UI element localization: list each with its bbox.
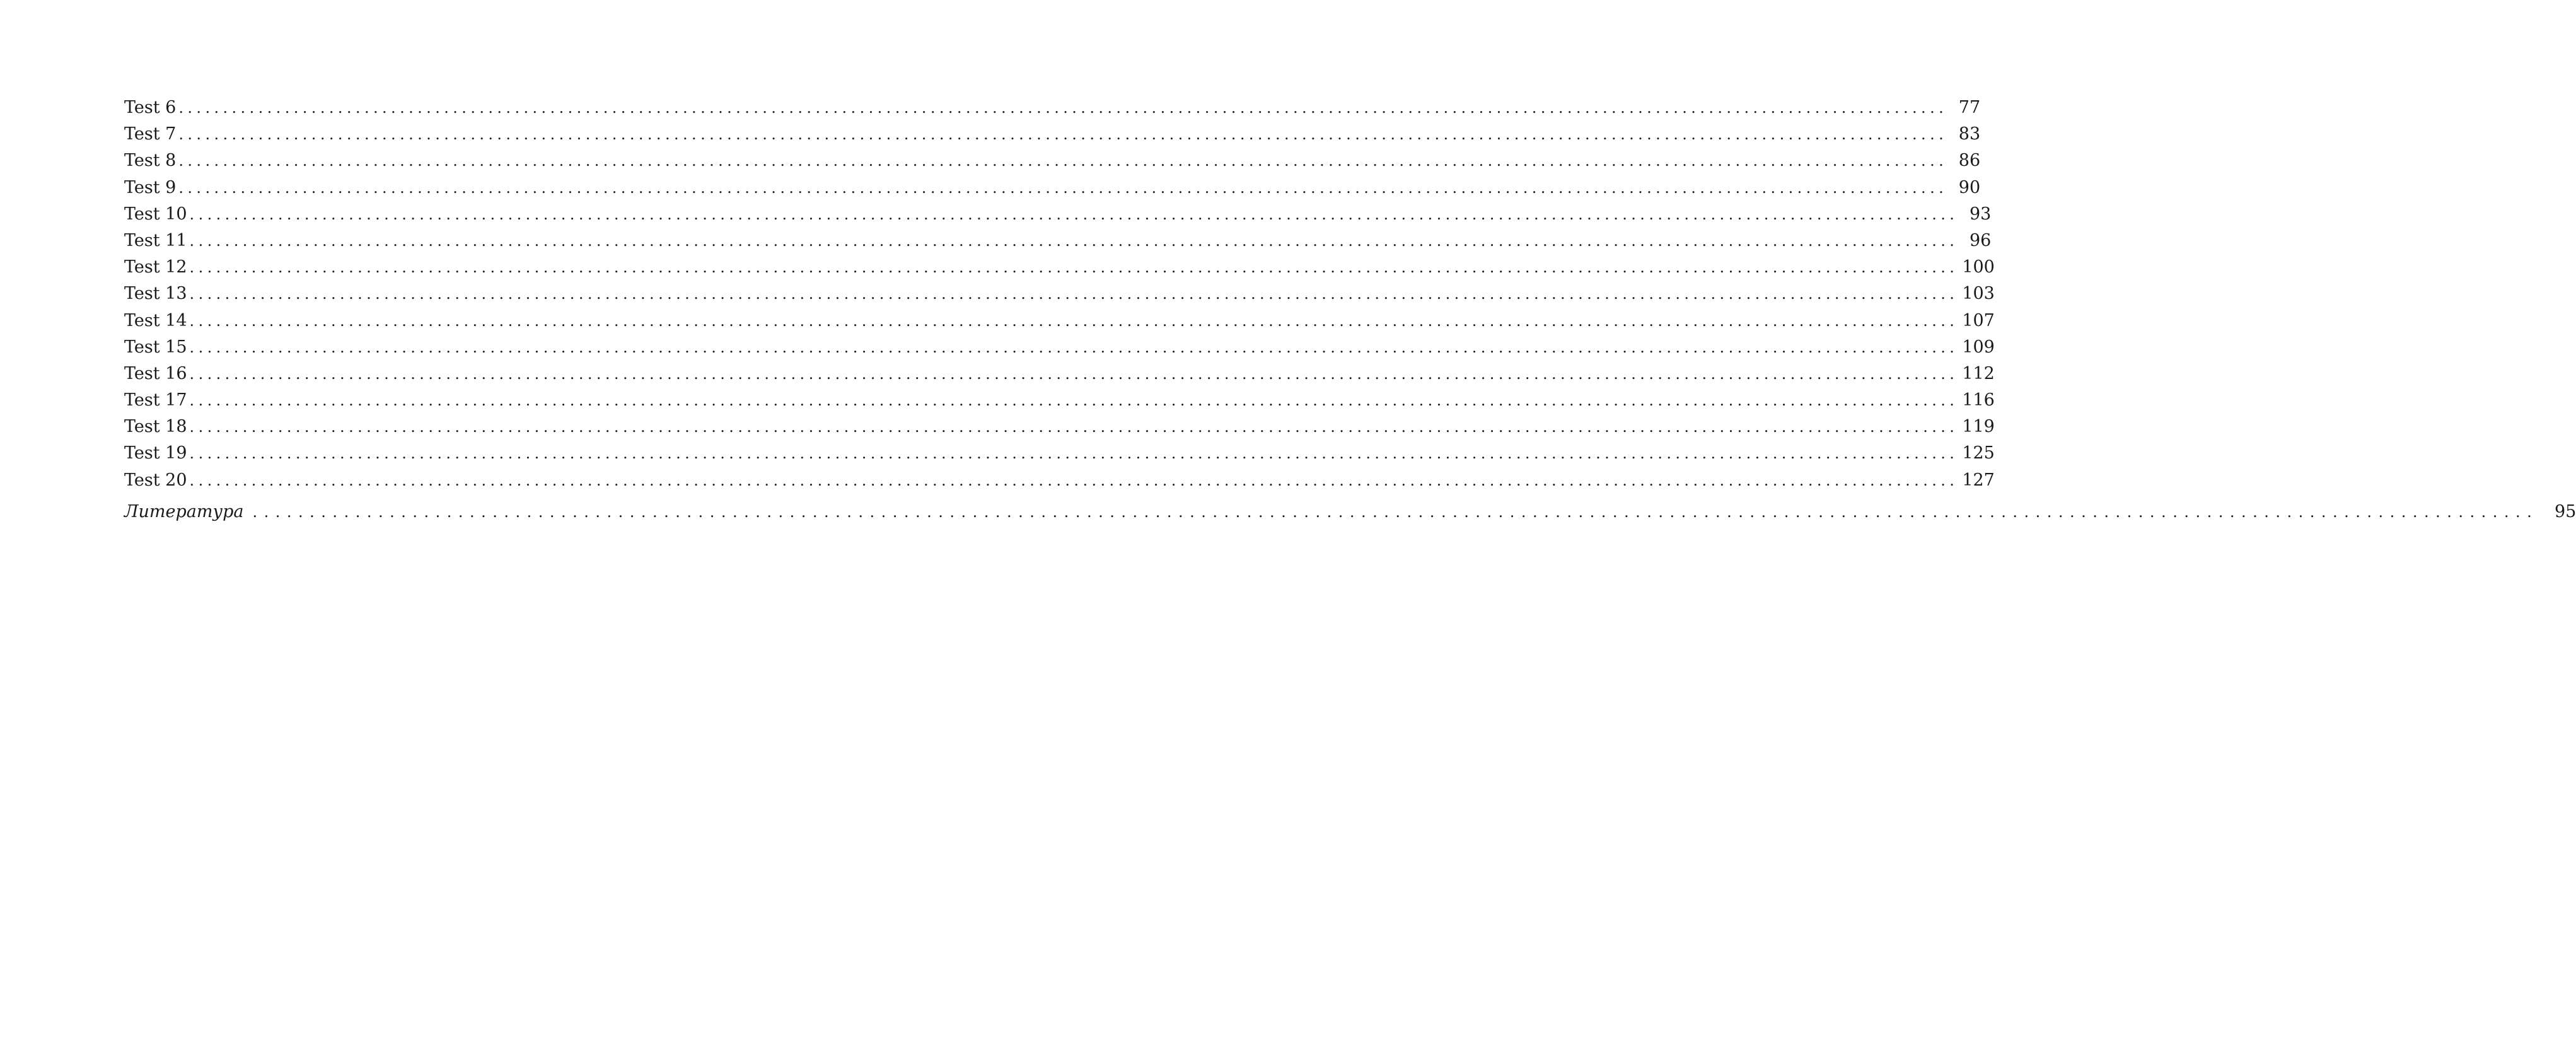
dot-leader: ........................................................................................................................................................................................................ (178, 178, 1948, 197)
toc-entry-label: Test 11 (124, 230, 187, 250)
toc-entry-label: Test 15 (124, 337, 187, 357)
dot-leader: ........................................................................................................................................................................................................ (189, 418, 1959, 436)
toc-entry-page: 83 (1958, 124, 1981, 144)
dot-leader: ........................................................................................................................................................................................................ (189, 259, 1959, 277)
toc-entry-label: Test 14 (124, 310, 187, 330)
dot-leader: ........................................................................................................................................................................................................ (178, 152, 1948, 170)
toc-entry-test-9 (124, 175, 1981, 201)
table-of-contents (124, 95, 2576, 525)
toc-entry-page: 103 (1962, 284, 1995, 304)
dot-leader: ........................................................................................................................................................................................................ (189, 445, 1959, 463)
toc-entry-label: Test 20 (124, 470, 187, 490)
dot-leader: ........................................................................................................................................................................................................ (189, 312, 1959, 330)
toc-entry-test-6 (124, 95, 1981, 121)
toc-entry-label: Test 18 (124, 417, 187, 437)
toc-entry-page: 107 (1962, 310, 1995, 330)
toc-entry-test-10 (124, 201, 1992, 228)
dot-leader: ........................................................................................................................................................................................................ (189, 392, 1959, 410)
dot-leader: ........................................................................................................................................................................................................ (189, 471, 1959, 489)
toc-entry-test-8 (124, 148, 1981, 174)
dot-leader: ........................................................................................................................................................................................................ (189, 231, 1959, 250)
toc-entry-test-15 (124, 334, 1995, 361)
toc-entry-page: 125 (1962, 443, 1995, 463)
toc-entry-page: 100 (1962, 257, 1995, 277)
toc-entry-label: Test 19 (124, 443, 187, 463)
toc-entry-label: Test 6 (124, 98, 177, 117)
dot-leader: ........................................................................................................................................................................................................ (189, 364, 1959, 383)
toc-entry-test-11 (124, 228, 1992, 254)
toc-entry-label: Test 8 (124, 151, 177, 171)
dot-leader: ........................................................................................................................................................................................................ (189, 205, 1959, 223)
dot-leader: ........................................................................................................................................................................................................ (252, 503, 2539, 521)
dot-leader: ........................................................................................................................................................................................................ (178, 99, 1948, 117)
toc-entry-page: 93 (1969, 204, 1992, 224)
toc-entry-test-19 (124, 440, 1995, 467)
toc-entry-test-18 (124, 414, 1995, 440)
toc-entry-label: Test 10 (124, 204, 187, 224)
toc-entry-test-20 (124, 467, 1995, 494)
toc-entry-label: Test 13 (124, 284, 187, 304)
toc-entry-page: 96 (1969, 230, 1992, 250)
toc-entry-test-12 (124, 254, 1995, 281)
toc-entry-label: Test 7 (124, 124, 177, 144)
toc-entry-page: 119 (1962, 417, 1995, 437)
dot-leader: ........................................................................................................................................................................................................ (189, 338, 1959, 356)
dot-leader: ........................................................................................................................................................................................................ (178, 125, 1948, 144)
toc-entry-page: 109 (1962, 337, 1995, 357)
toc-entry-label: Литература (124, 501, 244, 522)
toc-entry-page: 116 (1962, 390, 1995, 411)
toc-entry-label: Test 17 (124, 390, 187, 411)
toc-entry-test-17 (124, 387, 1995, 414)
toc-entry-label: Test 16 (124, 363, 187, 383)
toc-entry-page: 112 (1962, 363, 1995, 383)
toc-entry-page: 86 (1958, 151, 1981, 171)
dot-leader: ........................................................................................................................................................................................................ (189, 285, 1959, 303)
toc-entry-test-14 (124, 308, 1995, 334)
toc-entry-test-16 (124, 361, 1995, 387)
toc-entry-label: Test 9 (124, 177, 177, 197)
toc-entry-page: 95 (2554, 501, 2576, 522)
toc-entry-literature (124, 499, 2576, 525)
toc-entry-label: Test 12 (124, 257, 187, 277)
toc-entry-page: 90 (1958, 177, 1981, 197)
toc-entry-page: 77 (1958, 98, 1981, 117)
toc-entry-test-13 (124, 281, 1995, 307)
toc-entry-page: 127 (1962, 470, 1995, 490)
toc-entry-test-7 (124, 121, 1981, 148)
